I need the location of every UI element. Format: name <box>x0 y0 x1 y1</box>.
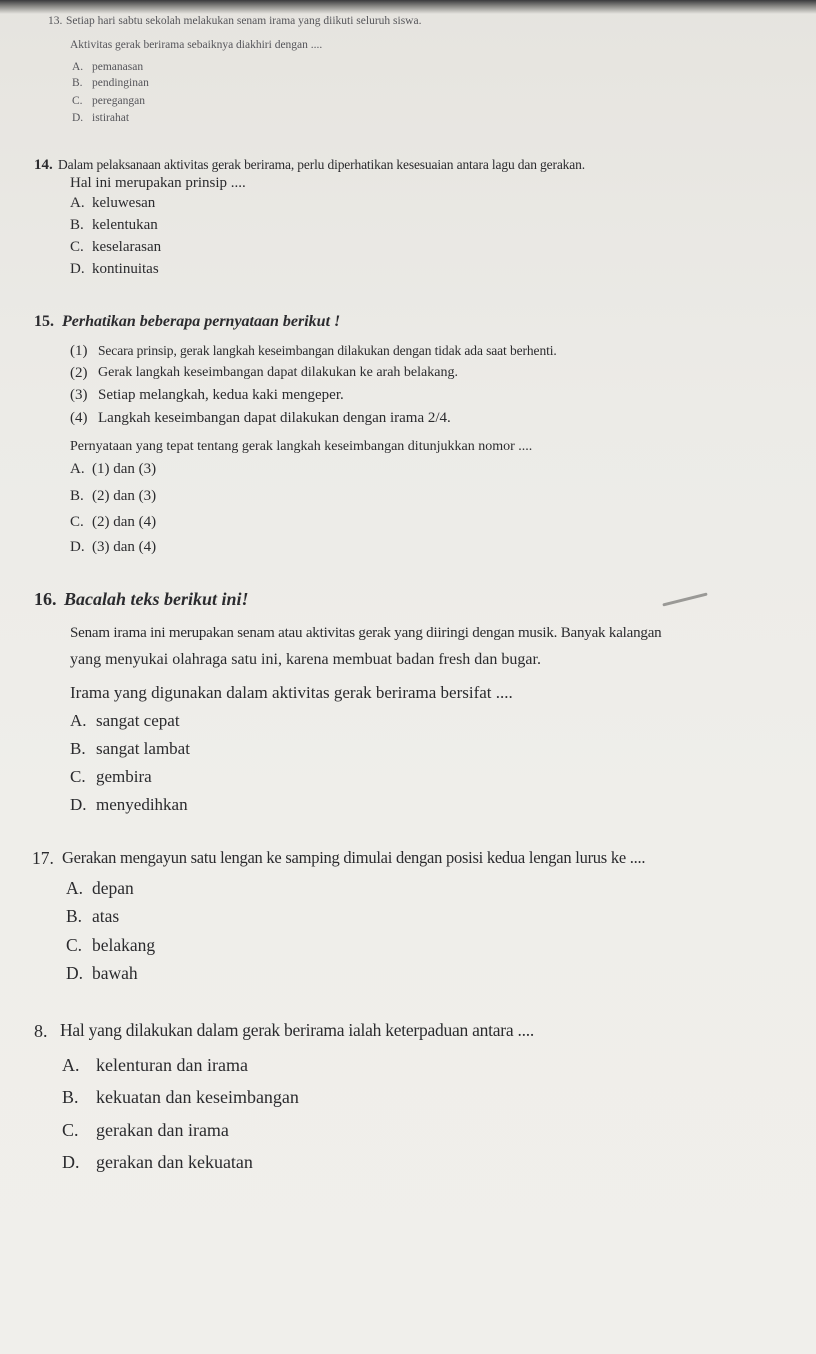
question-15-heading: Perhatikan beberapa pernyataan berikut ! <box>62 313 341 330</box>
question-18-option-a-letter: A. <box>62 1055 80 1075</box>
question-15-option-a-text: (1) dan (3) <box>92 461 157 477</box>
question-14-option-a-text: keluwesan <box>92 195 156 211</box>
question-14-option-c-text: keselarasan <box>92 239 162 255</box>
question-16-option-a-letter: A. <box>70 711 87 730</box>
question-17-stem: Gerakan mengayun satu lengan ke samping dimulai dengan posisi kedua lengan lurus ke .... <box>62 848 646 867</box>
question-15-statement-2-num: (2) <box>70 365 88 381</box>
question-15-option-b-text: (2) dan (3) <box>92 488 157 504</box>
question-13-option-d-text: istirahat <box>92 112 130 124</box>
question-16-option-c-text: gembira <box>96 767 152 786</box>
question-18-option-d-letter: D. <box>62 1152 80 1172</box>
question-14-number: 14. <box>34 157 53 173</box>
question-15-option-d-text: (3) dan (4) <box>92 539 157 555</box>
question-16-passage-line1: Senam irama ini merupakan senam atau aktivitas gerak yang diiringi dengan musik. Banyak kalangan <box>70 625 662 641</box>
question-18-option-d-text: gerakan dan kekuatan <box>96 1152 253 1172</box>
question-18-number: 8. <box>34 1021 48 1041</box>
question-16-option-d-text: menyedihkan <box>96 795 188 814</box>
question-13-option-a-letter: A. <box>72 61 84 73</box>
question-13-option-a-text: pemanasan <box>92 61 144 73</box>
question-13-stem-line1: Setiap hari sabtu sekolah melakukan senam irama yang diikuti seluruh siswa. <box>66 15 422 27</box>
question-15-option-c-text: (2) dan (4) <box>92 514 157 530</box>
question-17-number: 17. <box>32 848 54 868</box>
question-17-option-a-letter: A. <box>66 878 84 898</box>
question-18-option-b-letter: B. <box>62 1087 79 1107</box>
question-17-option-d-letter: D. <box>66 963 84 983</box>
question-16-option-b-text: sangat lambat <box>96 739 190 758</box>
question-17-option-d-text: bawah <box>92 963 138 983</box>
question-18-option-a-text: kelenturan dan irama <box>96 1055 248 1075</box>
page-top-shadow <box>0 0 816 14</box>
pen-mark <box>662 592 707 606</box>
question-14-option-b-letter: B. <box>70 217 84 233</box>
question-13-option-d-letter: D. <box>72 112 84 124</box>
question-16-passage-line2: yang menyukai olahraga satu ini, karena membuat badan fresh dan bugar. <box>70 651 541 668</box>
question-15-statement-1-text: Secara prinsip, gerak langkah keseimbangan dilakukan dengan tidak ada saat berhenti. <box>98 343 557 358</box>
question-16-option-a-text: sangat cepat <box>96 711 180 730</box>
question-15-option-a-letter: A. <box>70 461 85 477</box>
question-16-question: Irama yang digunakan dalam aktivitas gerak berirama bersifat .... <box>70 683 513 702</box>
question-13-number: 13. <box>48 15 63 27</box>
question-14-option-d-text: kontinuitas <box>92 261 159 277</box>
question-15-option-c-letter: C. <box>70 514 84 530</box>
question-15-statement-3-num: (3) <box>70 387 88 403</box>
question-14-option-b-text: kelentukan <box>92 217 158 233</box>
question-13-stem-line2: Aktivitas gerak berirama sebaiknya diakhiri dengan .... <box>70 39 323 51</box>
question-14-option-c-letter: C. <box>70 239 84 255</box>
question-17-option-a-text: depan <box>92 878 134 898</box>
question-16-option-d-letter: D. <box>70 795 87 814</box>
question-14-stem-line1: Dalam pelaksanaan aktivitas gerak berirama, perlu diperhatikan kesesuaian antara lagu dan gerakan. <box>58 157 585 172</box>
question-14-stem-line2: Hal ini merupakan prinsip .... <box>70 175 246 191</box>
question-15-option-d-letter: D. <box>70 539 85 555</box>
question-15-statement-3-text: Setiap melangkah, kedua kaki mengeper. <box>98 387 344 403</box>
question-17-option-c-letter: C. <box>66 935 83 955</box>
question-15-statement-4-num: (4) <box>70 410 88 426</box>
question-15-number: 15. <box>34 313 54 330</box>
question-14-option-d-letter: D. <box>70 261 85 277</box>
question-15-option-b-letter: B. <box>70 488 84 504</box>
question-13-option-b-text: pendinginan <box>92 77 149 89</box>
question-16-option-c-letter: C. <box>70 767 86 786</box>
question-15-statement-1-num: (1) <box>70 343 88 359</box>
question-18-option-c-text: gerakan dan irama <box>96 1120 229 1140</box>
question-18-option-b-text: kekuatan dan keseimbangan <box>96 1087 299 1107</box>
question-16-heading: Bacalah teks berikut ini! <box>64 589 249 609</box>
question-15-question: Pernyataan yang tepat tentang gerak langkah keseimbangan ditunjukkan nomor .... <box>70 439 533 454</box>
question-14-option-a-letter: A. <box>70 195 85 211</box>
question-17-option-c-text: belakang <box>92 935 156 955</box>
question-16-number: 16. <box>34 589 57 609</box>
question-15-statement-4-text: Langkah keseimbangan dapat dilakukan dengan irama 2/4. <box>98 410 451 426</box>
question-18-option-c-letter: C. <box>62 1120 79 1140</box>
question-16-option-b-letter: B. <box>70 739 86 758</box>
question-17-option-b-text: atas <box>92 906 120 926</box>
question-17-option-b-letter: B. <box>66 906 83 926</box>
question-13-option-c-text: peregangan <box>92 95 145 107</box>
question-15-statement-2-text: Gerak langkah keseimbangan dapat dilakukan ke arah belakang. <box>98 365 458 380</box>
question-18-stem: Hal yang dilakukan dalam gerak berirama ialah keterpaduan antara .... <box>60 1020 534 1040</box>
question-13-option-b-letter: B. <box>72 77 83 89</box>
question-13-option-c-letter: C. <box>72 95 83 107</box>
